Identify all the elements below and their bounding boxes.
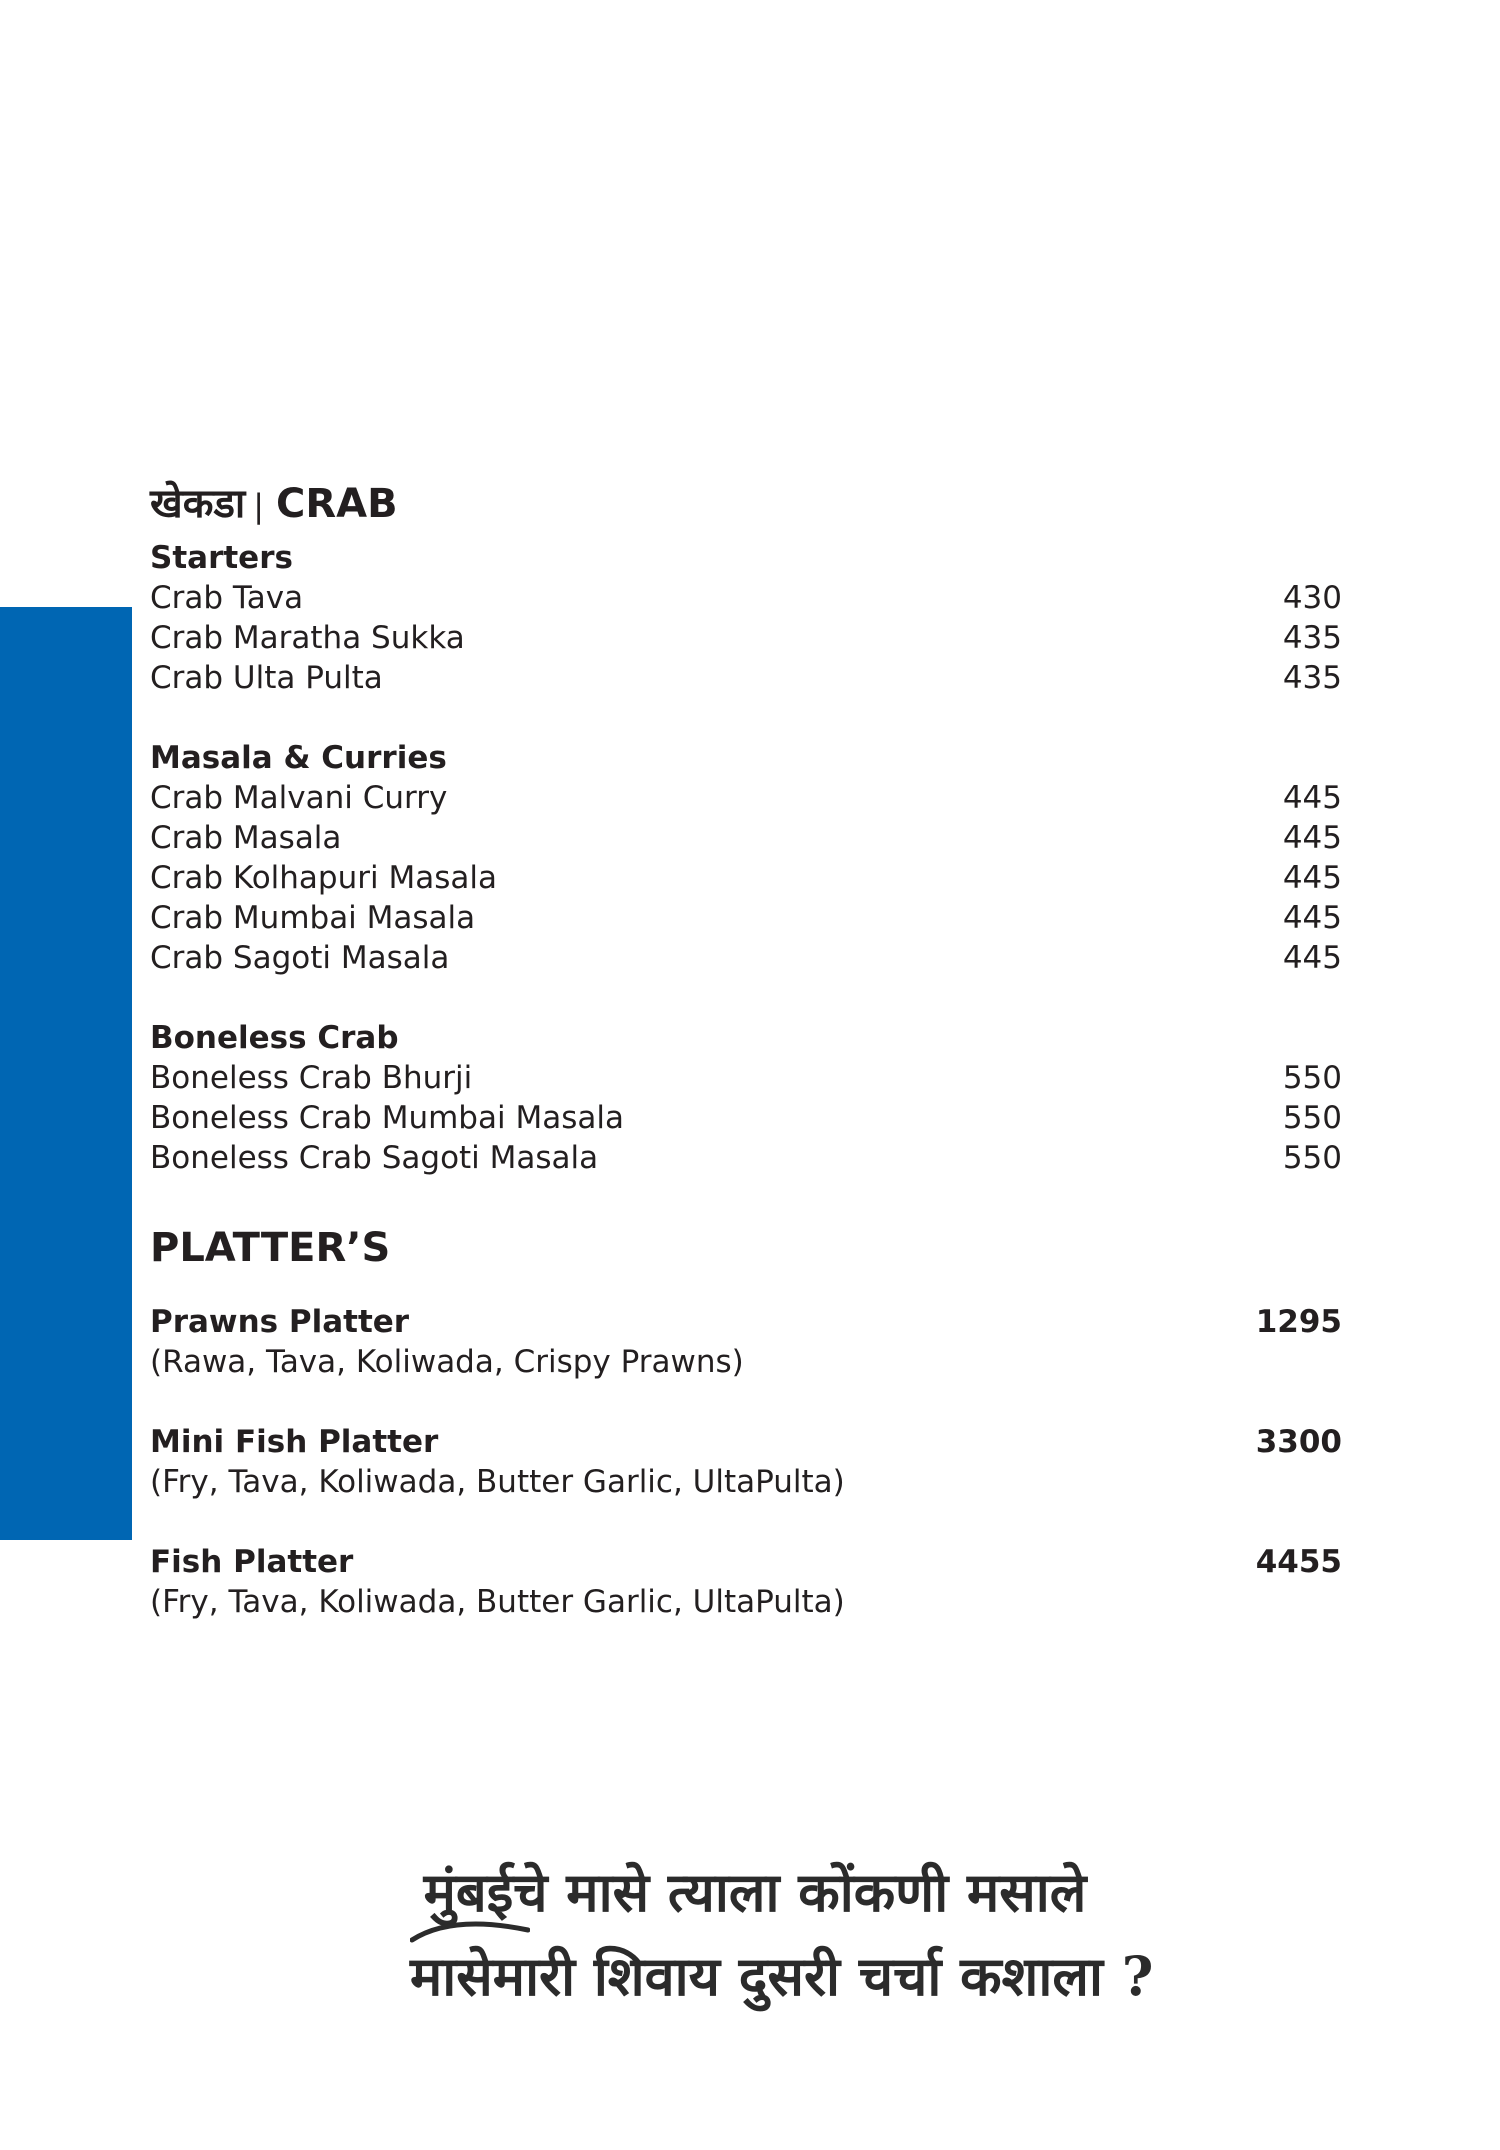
menu-group-masala-curries	[150, 738, 1342, 978]
group-title: Masala & Curries	[150, 740, 447, 776]
tagline-line-2: मासेमारी शिवाय दुसरी चर्चा कशाला ?	[410, 1944, 1154, 2008]
platter-name: Mini Fish Platter	[150, 1424, 439, 1460]
title-separator: |	[253, 487, 264, 525]
platter-description: (Fry, Tava, Koliwada, Butter Garlic, UltaPulta)	[150, 1464, 845, 1500]
platter-price: 1295	[1255, 1304, 1342, 1340]
platter-name: Prawns Platter	[150, 1304, 410, 1340]
menu-item	[150, 618, 1342, 658]
item-name: Crab Sagoti Masala	[150, 940, 450, 976]
group-title: Starters	[150, 540, 293, 576]
menu-item	[150, 1058, 1342, 1098]
menu-item	[150, 858, 1342, 898]
menu-item	[150, 778, 1342, 818]
item-price: 430	[1282, 580, 1342, 616]
platter-item	[150, 1302, 1342, 1382]
calligraphy-swash-icon	[410, 1916, 530, 1946]
item-price: 550	[1282, 1140, 1342, 1176]
platter-item	[150, 1422, 1342, 1502]
crab-section-title	[150, 470, 1342, 538]
menu-item	[150, 818, 1342, 858]
crab-title-english: CRAB	[275, 481, 398, 527]
item-name: Crab Kolhapuri Masala	[150, 860, 497, 896]
item-name: Boneless Crab Sagoti Masala	[150, 1140, 599, 1176]
item-name: Crab Ulta Pulta	[150, 660, 383, 696]
item-price: 435	[1282, 660, 1342, 696]
item-price: 445	[1282, 940, 1342, 976]
item-price: 445	[1282, 820, 1342, 856]
menu-item	[150, 898, 1342, 938]
item-name: Crab Mumbai Masala	[150, 900, 476, 936]
menu-item	[150, 1138, 1342, 1178]
tagline-line-1: मुंबईचे मासे त्याला कोंकणी मसाले	[423, 1860, 1087, 1924]
crab-title-marathi: खेकडा	[150, 481, 246, 527]
item-name: Boneless Crab Mumbai Masala	[150, 1100, 624, 1136]
platter-name: Fish Platter	[150, 1544, 354, 1580]
side-accent-band	[0, 607, 132, 1540]
platter-price: 3300	[1255, 1424, 1342, 1460]
platter-price: 4455	[1255, 1544, 1342, 1580]
menu-group-starters	[150, 538, 1342, 698]
menu-item	[150, 1098, 1342, 1138]
item-price: 445	[1282, 900, 1342, 936]
menu-item	[150, 938, 1342, 978]
item-price: 445	[1282, 860, 1342, 896]
item-name: Crab Masala	[150, 820, 342, 856]
platter-description: (Rawa, Tava, Koliwada, Crispy Prawns)	[150, 1344, 744, 1380]
item-price: 550	[1282, 1100, 1342, 1136]
menu-content	[150, 470, 1342, 1662]
platters-section-title: PLATTER’S	[150, 1225, 391, 1271]
item-price: 435	[1282, 620, 1342, 656]
item-name: Boneless Crab Bhurji	[150, 1060, 473, 1096]
menu-item	[150, 578, 1342, 618]
item-price: 445	[1282, 780, 1342, 816]
platter-description: (Fry, Tava, Koliwada, Butter Garlic, UltaPulta)	[150, 1584, 845, 1620]
item-name: Crab Tava	[150, 580, 304, 616]
group-title: Boneless Crab	[150, 1020, 399, 1056]
menu-item	[150, 658, 1342, 698]
marathi-tagline	[410, 1850, 1154, 2050]
item-name: Crab Malvani Curry	[150, 780, 448, 816]
item-name: Crab Maratha Sukka	[150, 620, 465, 656]
item-price: 550	[1282, 1060, 1342, 1096]
menu-group-boneless-crab	[150, 1018, 1342, 1178]
platter-item	[150, 1542, 1342, 1622]
